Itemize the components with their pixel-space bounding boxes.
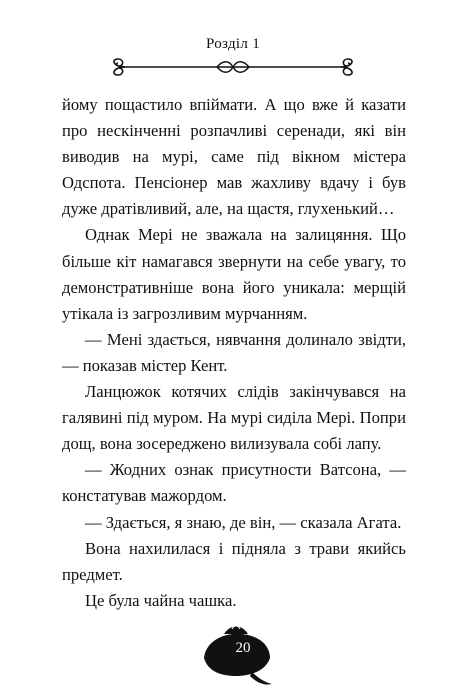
page-text [62, 92, 406, 614]
paragraph: — Мені здається, нявчання долинало звідти, — показав містер Кент. [62, 329, 406, 375]
scroll-ornament-icon [107, 56, 359, 78]
paragraph: Ланцюжок котячих слідів закінчувався на галявині під муром. На мурі сиділа Мері. Попри дощ, вона зосереджено вилизувала собі лапу. [62, 382, 406, 454]
paragraph: — Жодних ознак присутности Ватсона, — констатував мажордом. [62, 460, 406, 506]
chapter-header: Розділ 1 [205, 36, 261, 52]
paragraph: Це була чайна чашка. [85, 590, 237, 610]
paragraph: Однак Мері не зважала на залицяння. Що більше кіт намагався звернути на себе увагу, то демонстративніше вона його уникала: мерщій утікала із загрозливим мурчанням. [62, 225, 406, 323]
paragraph: Вона нахилилася і підняла з трави якийсь предмет. [62, 538, 406, 584]
paragraph: йому пощастило впіймати. А що вже й казати про нескінченні розпачливі серенади, які він виводив на мурі, саме під вікном містера Одспота. Пенсіонер мав жахливу вдачу і був дуже дратівливий, але, на щастя, глухенький… [62, 95, 406, 219]
page-number: 20 [235, 640, 251, 656]
paragraph: — Здається, я знаю, де він, — сказала Агата. [85, 512, 402, 532]
